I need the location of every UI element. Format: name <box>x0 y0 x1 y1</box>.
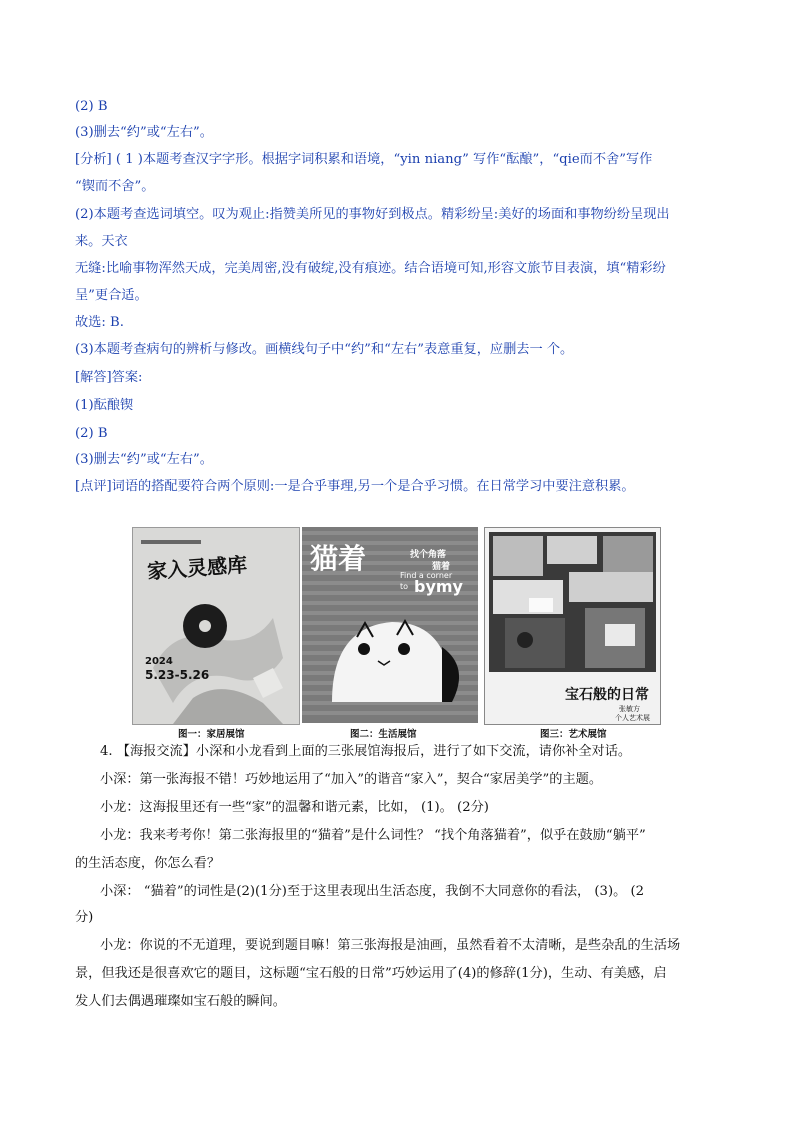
poster-strip <box>132 527 659 740</box>
poster-home <box>132 527 300 725</box>
poster-life <box>302 527 478 723</box>
dialogue-line: 小龙：你说的不无道理，要说到题目嘛！第三张海报是油画，虽然看着不太清晰，是些杂乱的生活场 <box>100 938 681 953</box>
answer-line: (3)删去“约”或“左右”。 <box>75 125 213 140</box>
poster-art-artist: 张敏方 <box>619 705 640 713</box>
dialogue-line: 分) <box>75 910 94 925</box>
analysis-line: (2)本题考查选词填空。叹为观止:指赞美所见的事物好到极点。精彩纷呈:美好的场面和事物纷纷呈现出 <box>75 207 670 222</box>
poster-life-caption: 图二：生活展馆 <box>350 729 417 740</box>
poster-life-en2: to <box>400 582 409 591</box>
analysis-line: “锲而不舍”。 <box>75 179 155 194</box>
answer-line: (2) B <box>75 99 108 114</box>
poster-life-sub2: 猫着 <box>432 562 451 572</box>
analysis-line: 来。天衣 <box>75 234 128 249</box>
poster-art-exhibit: 个人艺术展 <box>615 714 650 722</box>
poster-art-caption: 图三：艺术展馆 <box>540 729 607 740</box>
answer-line: (1)酝酿锲 <box>75 398 134 413</box>
question-stem: 4. 【海报交流】小深和小龙看到上面的三张展馆海报后，进行了如下交流，请你补全对话。 <box>100 744 632 759</box>
dialogue-line: 小龙：这海报里还有一些“家”的温馨和谐元素，比如， (1)。 (2分) <box>100 800 489 815</box>
dialogue-line: 发人们去偶遇璀璨如宝石般的瞬间。 <box>75 994 286 1009</box>
poster-life-brand: bymy <box>414 577 463 596</box>
poster-home-caption: 图一：家居展馆 <box>178 729 245 740</box>
dialogue-line: 小龙：我来考考你！第二张海报里的“猫着”是什么词性？ “找个角落猫着”，似乎在鼓励“躺平” <box>100 828 646 843</box>
poster-art <box>484 527 661 725</box>
analysis-line: 无缝:比喻事物浑然天成，完美周密,没有破绽,没有痕迹。结合语境可知,形容文旅节目表演，填“精彩纷 <box>75 261 666 276</box>
poster-home-title: 家入灵感库 <box>146 552 248 584</box>
poster-home-dates: 5.23-5.26 <box>145 668 210 682</box>
poster-life-en1: Find a corner <box>400 571 453 580</box>
dialogue-line: 小深： “猫着”的词性是(2)(1分)至于这里表现出生活态度，我倒不大同意你的看法， (3)。 (2 <box>100 884 645 899</box>
dialogue-line: 景，但我还是很喜欢它的题目，这标题“宝石般的日常”巧妙运用了(4)的修辞(1分)，生动、有美感，启 <box>75 966 667 981</box>
answer-line: (3)删去“约”或“左右”。 <box>75 452 213 467</box>
poster-life-sub1: 找个角落 <box>410 550 447 560</box>
answer-line: (2) B <box>75 426 108 441</box>
poster-life-title: 猫着 <box>310 542 367 575</box>
analysis-line: 呈”更合适。 <box>75 288 148 303</box>
analysis-line: [分析] ( 1 )本题考查汉字字形。根据字词积累和语境，“yin niang” 写作“酝酿”，“qie而不舍”写作 <box>75 152 653 167</box>
comment-line: [点评]词语的搭配要符合两个原则:一是合乎事理,另一个是合乎习惯。在日常学习中要注意积累。 <box>75 479 635 494</box>
answer-heading: [解答]答案: <box>75 370 143 385</box>
analysis-line: (3)本题考查病句的辨析与修改。画横线句子中“约”和“左右”表意重复，应删去一 个。 <box>75 342 574 357</box>
poster-home-year: 2024 <box>145 656 173 667</box>
dialogue-line: 小深：第一张海报不错！巧妙地运用了“加入”的谐音“家入”，契合“家居美学”的主题。 <box>100 772 603 787</box>
dialogue-line: 的生活态度，你怎么看？ <box>75 856 221 871</box>
poster-art-title: 宝石般的日常 <box>565 687 649 703</box>
analysis-line: 故选: B. <box>75 315 124 330</box>
